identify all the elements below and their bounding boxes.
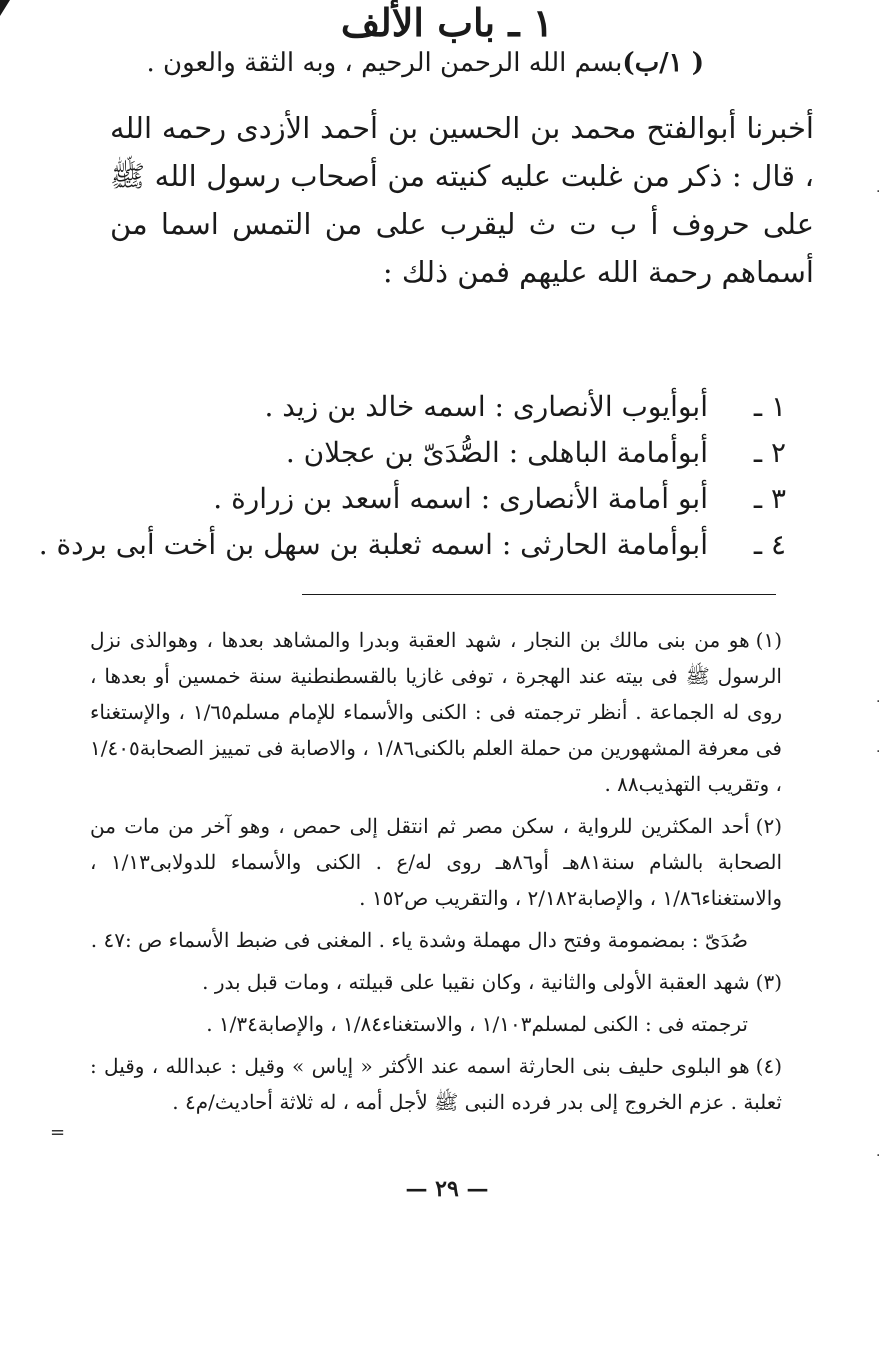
footnote-divider (302, 594, 776, 595)
corner-triangle-mark (0, 0, 10, 16)
margin-equals-mark: = (50, 1122, 66, 1143)
margin-dot-mark: . (876, 690, 881, 706)
footnote-number: (٤) (755, 1054, 782, 1078)
footnote-text: أحد المكثرين للرواية ، سكن مصر ثم انتقل إلى حمص ، وهو آخر من مات من الصحابة بالشام سنة٨١هـ أو٨٦هـ روى له/ع . الكنى والأسماء للدولابى١/١٣ ، والاستغناء١/٨٦ ، والإصابة٢/١٨٢ ، والتقريب ص١٥٢ . (90, 814, 782, 910)
footnote-text: هو من بنى مالك بن النجار ، شهد العقبة وبدرا والمشاهد بعدها ، وهوالذى نزل الرسول ﷺ فى بيته عند الهجرة ، توفى غازيا بالقسطنطنية سنة خمسين أو بعدها ، روى له الجماعة . أنظر ترجمته فى : الكنى والأسماء للإمام مسلم١/٦٥ ، والإستغناء فى معرفة المشهورين من حملة العلم بالكنى١/٨٦ ، والاصابة فى تمييز الصحابة١/٤٠٥ ، وتقريب التهذيب٨٨ . (90, 628, 783, 796)
basmala-line (147, 48, 705, 78)
entry-text: أبو أمامة الأنصارى : اسمه أسعد بن زرارة . (213, 482, 708, 515)
manuscript-folio-ref: ( ١/ب) (622, 48, 704, 78)
list-item (38, 528, 786, 574)
list-item (126, 482, 786, 528)
entry-number: ٢ ـ (753, 436, 786, 469)
entry-list (38, 390, 786, 574)
footnote-continuation (90, 922, 782, 958)
footnote-text: هو البلوى حليف بنى الحارثة اسمه عند الأكثر « إياس » وقيل : عبدالله ، وقيل : ثعلبة . عزم الخروج إلى بدر فرده النبى ﷺ لأجل أمه ، له ثلاثة أحاديث/م٤ . (90, 1054, 782, 1114)
footnote (90, 1048, 782, 1120)
footnote-text: صُدَىّ : بمضمومة وفتح دال مهملة وشدة ياء . المغنى فى ضبط الأسماء ص :٤٧ . (90, 928, 748, 952)
entry-text: أبوأمامة الباهلى : الصُّدَىّ بن عجلان . (285, 436, 708, 469)
footnote-text: ترجمته فى : الكنى لمسلم١/١٠٣ ، والاستغناء١/٨٤ ، والإصابة١/٣٤ . (206, 1012, 748, 1036)
list-item (126, 390, 786, 436)
footnote (90, 808, 782, 916)
entry-number: ٣ ـ (753, 482, 786, 515)
footnote-number: (٣) (755, 970, 782, 994)
footnote-number: (٢) (755, 814, 782, 838)
intro-paragraph: أخبرنا أبوالفتح محمد بن الحسين بن أحمد الأزدى رحمه الله ، قال : ذكر من غلبت عليه كنيته من أصحاب رسول الله ﷺ على حروف أ ب ت ث ليقرب على من التمس اسما من أسماهم رحمة الله عليهم فمن ذلك : (110, 111, 814, 289)
footnote-continuation (90, 1006, 782, 1042)
entry-number: ٤ ـ (753, 528, 786, 561)
footnote (90, 964, 782, 1000)
footnote (90, 622, 782, 802)
entry-text: أبوأمامة الحارثى : اسمه ثعلبة بن سهل بن أخت أبى بردة . (38, 528, 708, 561)
footnote-number: (١) (755, 628, 782, 652)
chapter-title: ١ ـ باب الألف (340, 0, 554, 45)
basmala-text: بسم الله الرحمن الرحيم ، وبه الثقة والعون . (146, 48, 623, 78)
margin-dot-mark: . (876, 180, 881, 196)
margin-dot-mark: . (876, 740, 881, 756)
footnote-text: شهد العقبة الأولى والثانية ، وكان نقيبا على قبيلته ، ومات قبل بدر . (202, 970, 750, 994)
list-item (126, 436, 786, 482)
entry-text: أبوأيوب الأنصارى : اسمه خالد بن زيد . (264, 390, 708, 423)
footnotes-section (90, 622, 782, 1126)
margin-dot-mark: . (876, 1144, 881, 1160)
entry-number: ١ ـ (753, 390, 786, 423)
page-number: — ٢٩ — (405, 1176, 489, 1202)
